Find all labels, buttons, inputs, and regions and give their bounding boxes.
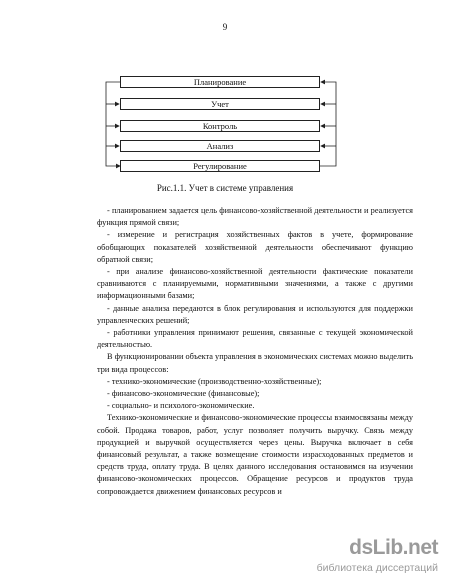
box-accounting: Учет: [120, 98, 320, 110]
paragraph: - данные анализа передаются в блок регулирования и используются для поддержки управленческих решений;: [97, 303, 413, 325]
paragraph: - финансово-экономические (финансовые);: [107, 389, 260, 399]
watermark: [300, 536, 450, 582]
paragraph: В функционировании объекта управления в экономических системах можно выделить три вида процессов:: [97, 352, 413, 374]
box-control: Контроль: [120, 120, 320, 132]
page-number: 9: [222, 22, 228, 32]
body-text: [97, 205, 413, 498]
diagram-arrows: [0, 0, 450, 180]
paragraph: - планированием задается цель финансово-хозяйственной деятельности и реализуется функция прямой связи;: [97, 206, 413, 228]
paragraph: - социально- и психолого-экономические.: [107, 401, 255, 411]
box-planning: Планирование: [120, 76, 320, 88]
paragraph: - технико-экономические (производственно-хозяйственные);: [107, 376, 322, 386]
paragraph: - работники управления принимают решения, связанные с текущей экономической деятельностью.: [97, 328, 413, 350]
figure-caption: Рис.1.1. Учет в системе управления: [156, 183, 294, 193]
paragraph: Технико-экономические и финансово-экономические процессы взаимосвязаны между собой. Продажа товаров, работ, услуг позволяет получить выручку. Связь между продукцией и выручкой осуществляется через цены. Выручка включает в себя финансовый результат, а также возмещение стоимости израсходованных предметов и средств труда, оплату труда. В целях данного исследования остановимся на изучении финансово-экономических процессов. Обращение ресурсов и продуктов труда сопровождается движением финансовых ресурсов и: [97, 413, 413, 496]
watermark-subtitle: библиотека диссертаций: [316, 562, 438, 574]
box-regulation: Регулирование: [120, 160, 320, 172]
paragraph: - при анализе финансово-хозяйственной деятельности фактические показатели сравниваются с планируемыми, нормативными значениями, а также с другими информационными базами;: [97, 267, 413, 301]
box-analysis: Анализ: [120, 140, 320, 152]
paragraph: - измерение и регистрация хозяйственных фактов в учете, формирование обобщающих показателей хозяйственной деятельности обеспечивают функцию обратной связи;: [97, 230, 413, 264]
watermark-logo: dsLib.net: [349, 536, 438, 559]
management-diagram: [0, 0, 450, 180]
